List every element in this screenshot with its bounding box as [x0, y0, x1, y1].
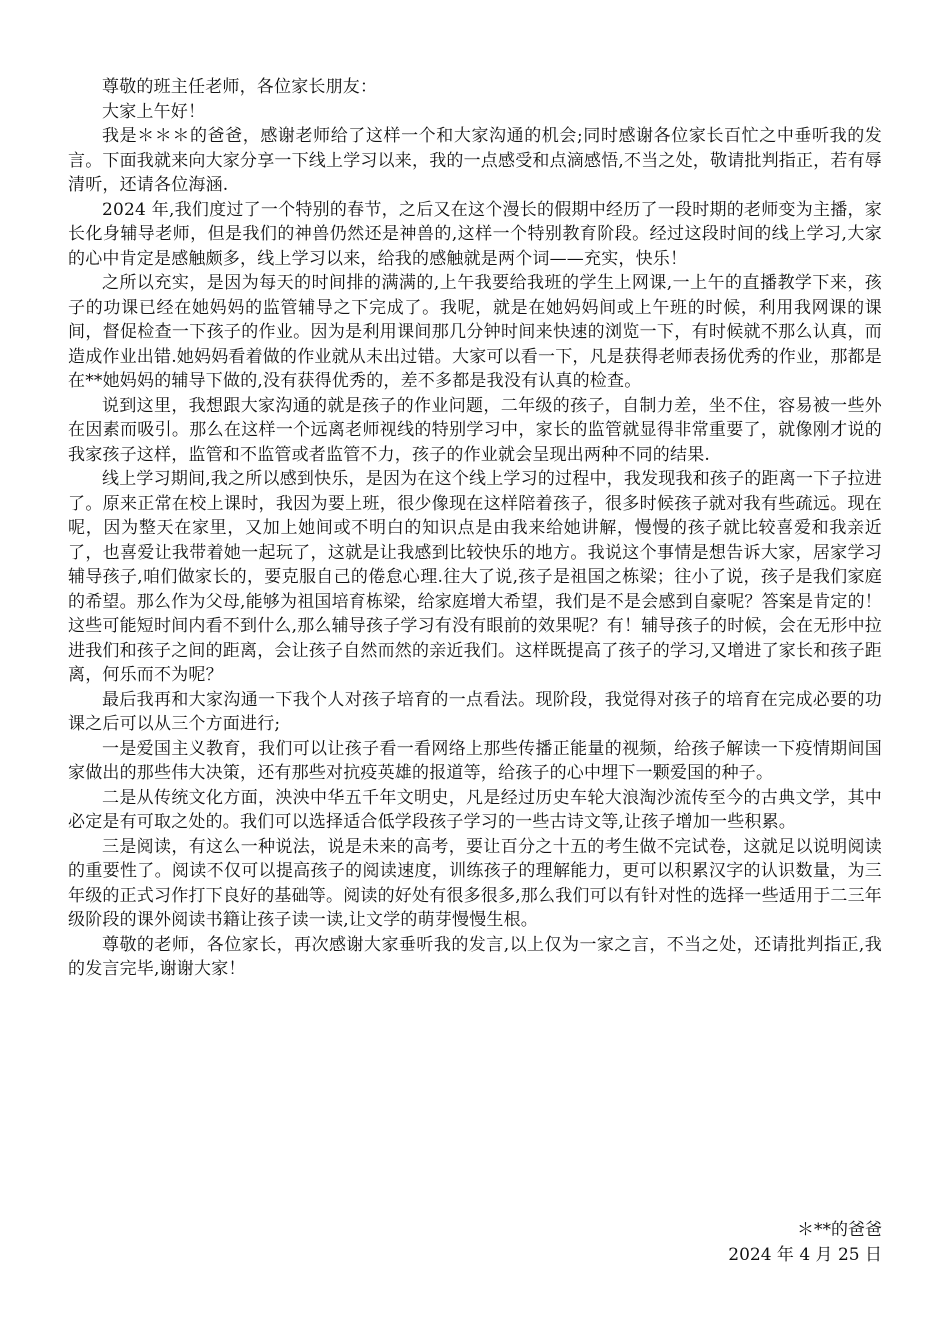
signature-name: ＊**的爸爸 — [797, 1220, 882, 1240]
paragraph-homework: 说到这里，我想跟大家沟通的就是孩子的作业问题，二年级的孩子，自制力差，坐不住，容易被一些外在因素而吸引。那么在这样一个远离老师视线的特别学习中，家长的监管就显得非常重要了，就像刚才说的我家孩子这样，监管和不监管或者监管不力，孩子的作业就会呈现出两种不同的结果. — [68, 395, 882, 465]
paragraph-closing: 尊敬的老师，各位家长，再次感谢大家垂听我的发言,以上仅为一家之言，不当之处，还请批判指正,我的发言完毕,谢谢大家！ — [68, 934, 882, 979]
paragraph-happy: 线上学习期间,我之所以感到快乐，是因为在这个线上学习的过程中，我发现我和孩子的距离一下子拉进了。原来正常在校上课时，我因为要上班，很少像现在这样陪着孩子，很多时候孩子就对我有些疏远。现在呢，因为整天在家里，又加上她间或不明白的知识点是由我来给她讲解，慢慢的孩子就比较喜爱和我亲近了，也喜爱让我带着她一起玩了，这就是让我感到比较快乐的地方。我说这个事情是想告诉大家，居家学习辅导孩子,咱们做家长的，要克服自己的倦怠心理.往大了说,孩子是祖国之栋梁；往小了说，孩子是我们家庭的希望。那么作为父母,能够为祖国培育栋梁，给家庭增大希望，我们是不是会感到自豪呢？答案是肯定的！这些可能短时间内看不到什么,那么辅导孩子学习有没有眼前的效果呢？有！辅导孩子的时候，会在无形中拉进我们和孩子之间的距离，会让孩子自然而然的亲近我们。这样既提高了孩子的学习,又增进了家长和孩子距离，何乐而不为呢？ — [68, 469, 883, 685]
paragraph-intro: 我是＊＊＊的爸爸，感谢老师给了这样一个和大家沟通的机会;同时感谢各位家长百忙之中垂听我的发言。下面我就来向大家分享一下线上学习以来，我的一点感受和点滴感悟,不当之处，敬请批判指正，若有辱清听，还请各位海涵. — [68, 126, 883, 195]
paragraph-background: 2024 年,我们度过了一个特别的春节，之后又在这个漫长的假期中经历了一段时期的老师变为主播，家长化身辅导老师，但是我们的神兽仍然还是神兽的,这样一个特别教育阶段。经过这段时间的线上学习,大家的心中肯定是感触颇多，线上学习以来，给我的感触就是两个词——充实，快乐！ — [68, 199, 882, 269]
greeting: 大家上午好！ — [102, 101, 206, 122]
signature-block — [728, 1218, 882, 1267]
paragraph-fulfilling: 之所以充实，是因为每天的时间排的满满的,上午我要给我班的学生上网课,一上午的直播教学下来，孩子的功课已经在她妈妈的监管辅导之下完成了。我呢，就是在她妈妈间或上午班的时候，利用我网课的课间，督促检查一下孩子的作业。因为是利用课间那几分钟时间来快速的浏览一下，有时候就不那么认真，而造成作业出错.她妈妈看着做的作业就从未出过错。大家可以看一下，凡是获得老师表扬优秀的作业，那都是在**她妈妈的辅导下做的,没有获得优秀的，差不多都是我没有认真的检查。 — [68, 273, 883, 391]
paragraph-reading: 三是阅读，有这么一种说法，说是未来的高考，要让百分之十五的考生做不完试卷，这就足以说明阅读的重要性了。阅读不仅可以提高孩子的阅读速度，训练孩子的理解能力，更可以积累汉字的认识数量，为三年级的正式习作打下良好的基础等。阅读的好处有很多很多,那么我们可以有针对性的选择一些适用于二三年级阶段的课外阅读书籍让孩子读一读,让文学的萌芽慢慢生根。 — [68, 836, 883, 930]
salutation: 尊敬的班主任老师，各位家长朋友： — [102, 77, 378, 97]
speech-body — [68, 75, 882, 982]
signature-date: 2024 年 4 月 25 日 — [728, 1244, 882, 1265]
paragraph-patriotism: 一是爱国主义教育，我们可以让孩子看一看网络上那些传播正能量的视频，给孩子解读一下疫情期间国家做出的那些伟大决策，还有那些对抗疫英雄的报道等，给孩子的心中埋下一颗爱国的种子。 — [68, 738, 882, 783]
paragraph-views: 最后我再和大家沟通一下我个人对孩子培育的一点看法。现阶段，我觉得对孩子的培育在完成必要的功课之后可以从三个方面进行; — [68, 689, 882, 734]
paragraph-culture: 二是从传统文化方面，泱泱中华五千年文明史，凡是经过历史车轮大浪淘沙流传至今的古典文学，其中必定是有可取之处的。我们可以选择适合低学段孩子学习的一些古诗文等,让孩子增加一些积累。 — [68, 787, 882, 832]
